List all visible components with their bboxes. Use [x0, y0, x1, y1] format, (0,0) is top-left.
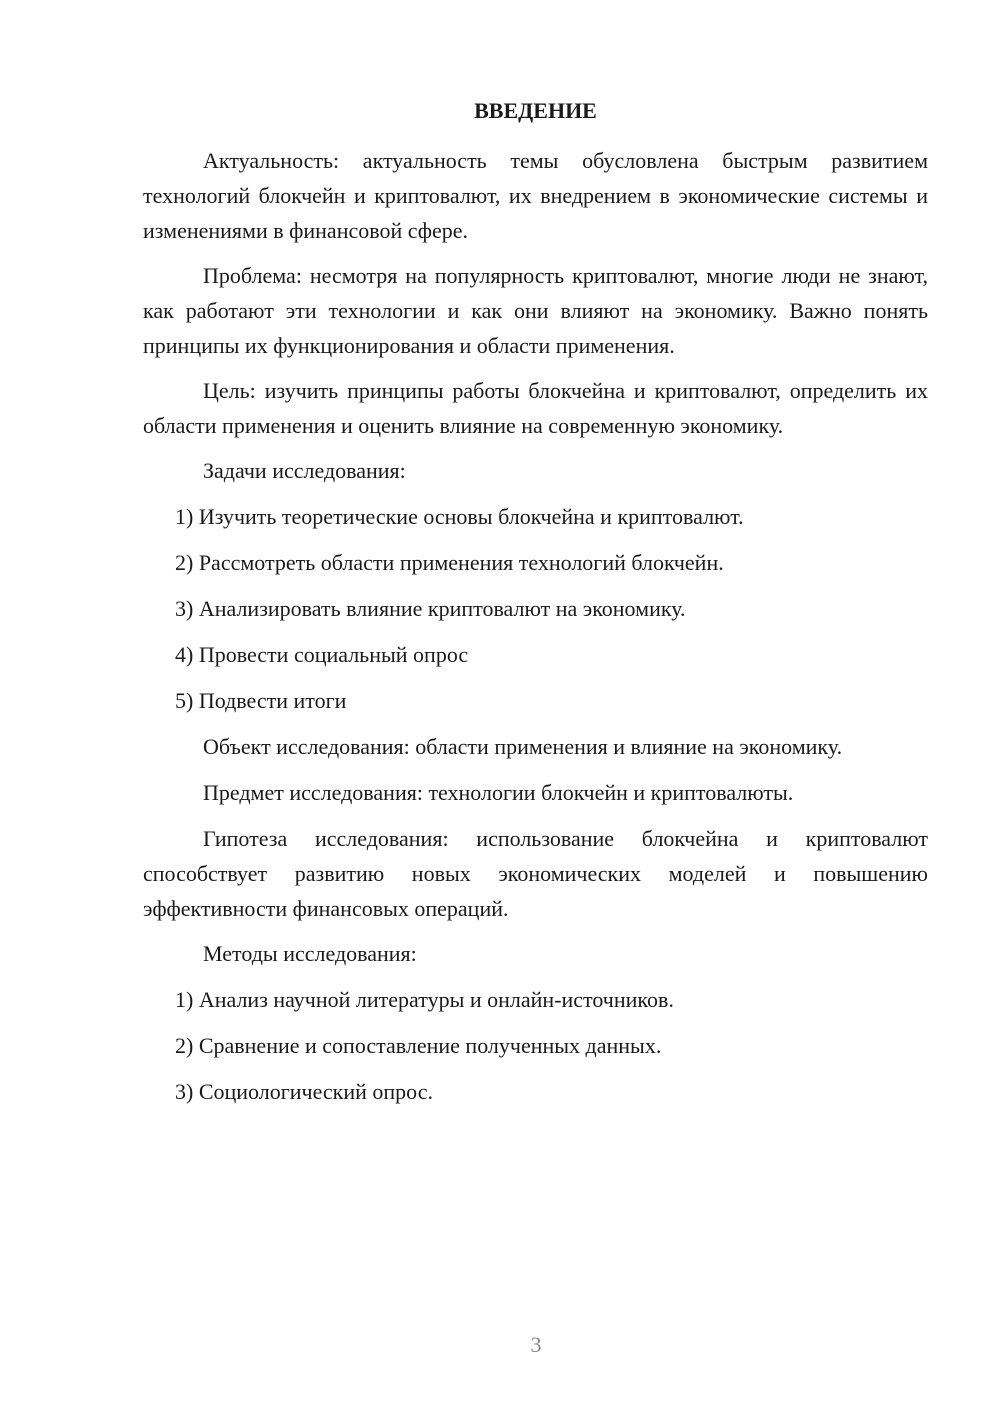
object-paragraph: Объект исследования: области применения и влияние на экономику.	[203, 734, 843, 759]
list-item: 2) Сравнение и сопоставление полученных данных.	[175, 1033, 662, 1058]
list-item: 1) Анализ научной литературы и онлайн-источников.	[175, 987, 674, 1012]
list-item: 4) Провести социальный опрос	[175, 642, 469, 667]
problem-paragraph: Проблема: несмотря на популярность криптовалют, многие люди не знают, как работают эти технологии и как они влияют на экономику. Важно понять принципы их функционирования и области применения.	[143, 263, 928, 358]
list-item: 2) Рассмотреть области применения технологий блокчейн.	[175, 550, 724, 575]
goal-paragraph: Цель: изучить принципы работы блокчейна и криптовалют, определить их области применения и оценить влияние на современную экономику.	[143, 378, 928, 438]
relevance-paragraph: Актуальность: актуальность темы обусловлена быстрым развитием технологий блокчейн и криптовалют, их внедрением в экономические системы и изменениями в финансовой сфере.	[143, 148, 928, 243]
tasks-heading: Задачи исследования:	[203, 458, 406, 483]
list-item: 1) Изучить теоретические основы блокчейна и криптовалют.	[175, 504, 744, 529]
document-body	[143, 143, 928, 1120]
hypothesis-paragraph: Гипотеза исследования: использование блокчейна и криптовалют способствует развитию новых экономических моделей и повышению эффективности финансовых операций.	[143, 826, 928, 921]
page-number: 3	[530, 1332, 542, 1357]
page-title: ВВЕДЕНИЕ	[474, 98, 597, 123]
methods-list	[143, 982, 928, 1109]
subject-paragraph: Предмет исследования: технологии блокчейн и криптовалюты.	[203, 780, 794, 805]
methods-heading: Методы исследования:	[203, 941, 417, 966]
list-item: 5) Подвести итоги	[175, 688, 347, 713]
list-item: 3) Анализировать влияние криптовалют на экономику.	[175, 596, 686, 621]
tasks-list	[143, 499, 928, 718]
list-item: 3) Социологический опрос.	[175, 1079, 433, 1104]
